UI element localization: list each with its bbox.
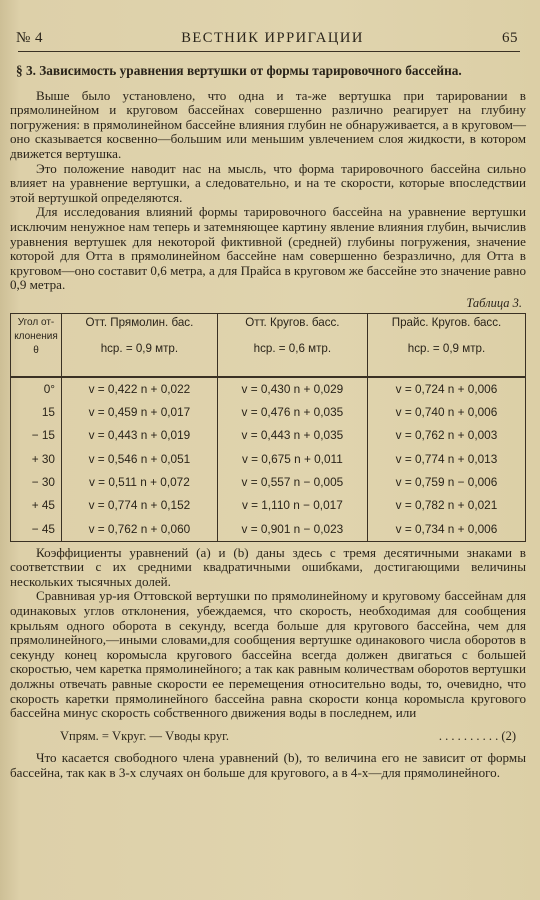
equation-cell: v = 0,511 n + 0,072 <box>62 471 218 494</box>
page-header <box>16 30 518 47</box>
col-header-label: Прайс. Кругов. басс. <box>391 315 502 329</box>
col-header-depth: hср. = 0,9 мтр. <box>407 342 486 356</box>
table-row <box>11 377 526 401</box>
equation-cell: v = 0,734 n + 0,006 <box>367 517 525 541</box>
col-header-ott-straight <box>62 313 218 377</box>
equation-cell: v = 0,675 n + 0,011 <box>217 447 367 470</box>
page-number: 65 <box>502 30 518 46</box>
angle-cell: 15 <box>11 401 62 424</box>
angle-cell: − 45 <box>11 517 62 541</box>
journal-title: ВЕСТНИК ИРРИГАЦИИ <box>181 30 364 46</box>
angle-cell: − 15 <box>11 424 62 447</box>
equation-cell: v = 0,459 n + 0,017 <box>62 401 218 424</box>
angle-cell: 0° <box>11 377 62 401</box>
paragraph: Коэффициенты уравнений (a) и (b) даны здесь с тремя десятичными знаками в соответствии с их средними квадратичными ошибками, достигающими величины нескольких тысячных долей. <box>10 544 526 589</box>
article-body <box>10 58 526 780</box>
equation-cell: v = 0,422 n + 0,022 <box>62 377 218 401</box>
equation-cell: v = 0,740 n + 0,006 <box>367 401 525 424</box>
table-label: Таблица 3. <box>466 295 522 310</box>
paragraph: Выше было установлено, что одна и та-же вертушка при тарировании в прямолинейном и круговом бассейнах совершенно различно реагирует на глубину погружения: в прямолинейном бассейне влияния глубин не обнаруживается, а в круговом—оно сказывается косвенно—большим или меньшим увлечением слоя жидкости, в котором движется вертушка. <box>10 87 526 161</box>
issue-number: № 4 <box>16 30 44 46</box>
section-title: § 3. Зависимость уравнения вертушки от формы тарировочного бассейна. <box>16 63 462 78</box>
col-header-ott-circular <box>217 313 367 377</box>
equation-cell: v = 0,443 n + 0,035 <box>217 424 367 447</box>
paragraph: Это положение наводит нас на мысль, что форма тарировочного бассейна сильно влияет на уравнение вертушки, а следовательно, и на те скорости, которые впоследствии этой вертушкой определяются. <box>10 160 526 205</box>
equation-cell: v = 0,759 n − 0,006 <box>367 471 525 494</box>
col-header-label: Отт. Прямолин. бас. <box>85 315 194 329</box>
col-header-angle-label: Угол от-клонения <box>14 316 58 342</box>
equation-cell: v = 0,546 n + 0,051 <box>62 447 218 470</box>
table-row <box>11 517 526 541</box>
equation-text: Vпрям. = Vкруг. — Vводы круг. <box>60 728 229 743</box>
table-row <box>11 424 526 447</box>
equation-cell: v = 0,782 n + 0,021 <box>367 494 525 517</box>
angle-cell: − 30 <box>11 471 62 494</box>
table-row <box>11 494 526 517</box>
col-header-depth: hср. = 0,9 мтр. <box>100 342 179 356</box>
calibration-table <box>10 313 526 542</box>
table-body <box>11 377 526 542</box>
equation-cell: v = 0,762 n + 0,060 <box>62 517 218 541</box>
equation-cell: v = 0,443 n + 0,019 <box>62 424 218 447</box>
equation <box>60 729 516 744</box>
equation-cell: v = 0,762 n + 0,003 <box>367 424 525 447</box>
col-header-label: Отт. Кругов. басс. <box>245 315 340 329</box>
equation-number: . . . . . . . . . . (2) <box>438 728 516 743</box>
col-header-angle <box>11 313 62 377</box>
col-header-angle-symbol: θ <box>33 344 39 356</box>
header-rule <box>18 51 520 52</box>
paragraph: Сравнивая ур-ия Оттовской вертушки по прямолинейному и круговому бассейнам для одинаковых углов отклонения, убеждаемся, что скорость, необходимая для сообщения крыльям одного оборота в секунду, всегда больше для кругового бассейна, чем для прямолинейного,—иными словами,для сообщения вертушке одинакового числа оборотов в секунду конец коромысла кругового бассейна всегда должен двигаться с большей скоростью, чем каретка прямолинейного; а так как равным количествам оборотов вертушки должны отвечать равные скорости ее перемещения относительно воды, то, очевидно, что скорость каретки прямолинейного бассейна равна скорости конца коромысла кругового бассейна минус скорость собственного движения воды в последнем, или <box>10 588 526 721</box>
equation-cell: v = 0,557 n − 0,005 <box>217 471 367 494</box>
col-header-depth: hср. = 0,6 мтр. <box>253 342 332 356</box>
angle-cell: + 45 <box>11 494 62 517</box>
equation-cell: v = 0,774 n + 0,013 <box>367 447 525 470</box>
angle-cell: + 30 <box>11 447 62 470</box>
paragraph: Что касается свободного члена уравнений (b), то величина его не зависит от формы бассейна, так как в 3-х случаях он больше для кругового, а в 4-х—для прямолинейного. <box>10 750 526 780</box>
table-header-row <box>11 313 526 377</box>
equation-cell: v = 0,901 n − 0,023 <box>217 517 367 541</box>
paragraph: Для исследования влияний формы тарировочного бассейна на уравнение вертушки исключим ненужное нам теперь и затемняющее картину явление влияния глубин, вычислив уравнения вертушек для некоторой фиктивной (средней) глубины погружения, значение которой для Отта в прямолинейном бассейне нам совершенно безразлично, для Отта в круговом—оно составит 0,6 метра, а для Прайса в круговом же бассейне это значение равно 0,9 метра. <box>10 204 526 293</box>
equation-cell: v = 1,110 n − 0,017 <box>217 494 367 517</box>
equation-cell: v = 0,724 n + 0,006 <box>367 377 525 401</box>
equation-cell: v = 0,430 n + 0,029 <box>217 377 367 401</box>
table-row <box>11 471 526 494</box>
table-row <box>11 401 526 424</box>
equation-cell: v = 0,476 n + 0,035 <box>217 401 367 424</box>
table-row <box>11 447 526 470</box>
equation-cell: v = 0,774 n + 0,152 <box>62 494 218 517</box>
col-header-price-circular <box>367 313 525 377</box>
